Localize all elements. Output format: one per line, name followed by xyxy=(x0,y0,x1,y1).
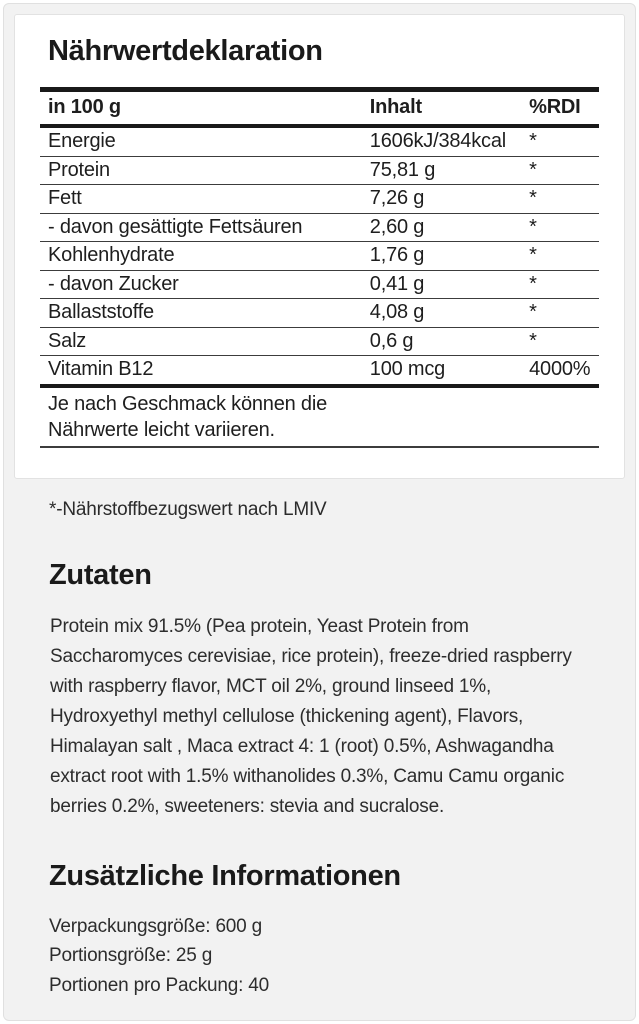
nutrition-table xyxy=(40,87,599,448)
nutrient-rdi: 4000% xyxy=(529,358,591,380)
nutrition-declaration-card xyxy=(14,14,625,479)
nutrient-rdi: * xyxy=(529,244,537,266)
additional-info-lines xyxy=(49,912,635,1001)
nutrient-value: 2,60 g xyxy=(369,215,425,238)
nutrient-row xyxy=(40,156,599,185)
col-header-per-100g: in 100 g xyxy=(48,96,121,118)
nutrient-value: 4,08 g xyxy=(369,301,425,323)
nutrient-name: - davon gesättigte Fettsäuren xyxy=(48,215,303,238)
nutrient-row xyxy=(40,327,599,356)
nutrient-name: Fett xyxy=(48,187,82,209)
nutrition-note: Je nach Geschmack können die Nährwerte leicht variieren. xyxy=(48,392,328,441)
nutrient-row xyxy=(40,270,599,299)
info-line: Verpackungsgröße: 600 g xyxy=(49,915,262,937)
nutrient-row xyxy=(40,356,599,386)
nutrient-value: 100 mcg xyxy=(369,358,446,380)
nutrient-row xyxy=(40,299,599,328)
nutrient-row xyxy=(40,242,599,271)
nutrient-row xyxy=(40,213,599,242)
rdi-footnote: *-Nährstoffbezugswert nach LMIV xyxy=(49,498,327,520)
nutrient-value: 1606kJ/384kcal xyxy=(369,130,506,152)
nutrient-name: Kohlenhydrate xyxy=(48,244,175,266)
nutrient-rdi: * xyxy=(529,215,537,238)
info-line: Portionsgröße: 25 g xyxy=(49,945,213,966)
nutrition-table-body xyxy=(40,126,599,386)
nutrient-name: Protein xyxy=(48,158,110,181)
nutrient-value: 1,76 g xyxy=(369,244,425,266)
nutrient-name: Ballaststoffe xyxy=(48,301,154,323)
nutrient-rdi: * xyxy=(529,187,537,209)
nutrient-rdi: * xyxy=(529,272,537,295)
product-info-panel xyxy=(3,3,636,1021)
nutrient-rdi: * xyxy=(529,301,537,323)
nutrient-rdi: * xyxy=(529,130,537,152)
col-header-content: Inhalt xyxy=(369,96,422,118)
nutrition-title: Nährwertdeklaration xyxy=(48,35,323,67)
nutrient-value: 75,81 g xyxy=(369,158,436,181)
nutrient-row xyxy=(40,185,599,214)
nutrient-row xyxy=(40,126,599,156)
info-line: Portionen pro Packung: 40 xyxy=(49,974,269,996)
col-header-rdi: %RDI xyxy=(529,96,581,118)
ingredients-text: Protein mix 91.5% (Pea protein, Yeast Protein from Saccharomyces cerevisiae, rice protein), freeze-dried raspberry with raspberry flavor, MCT oil 2%, ground linseed 1%, Hydroxyethyl methyl cellulose (thickening agent), Flavors, Himalayan salt , Maca extract 4: 1 (root) 0.5%, Ashwagandha extract root with 1.5% withanolides 0.3%, Camu Camu organic berries 0.2%, sweeteners: stevia and sucralose. xyxy=(50,615,572,817)
additional-info-title: Zusätzliche Informationen xyxy=(49,859,401,892)
nutrient-value: 7,26 g xyxy=(369,187,425,209)
nutrient-name: Energie xyxy=(48,130,116,152)
nutrition-table-header-row xyxy=(40,90,599,127)
nutrient-rdi: * xyxy=(529,329,537,352)
nutrient-rdi: * xyxy=(529,158,537,181)
nutrient-name: Salz xyxy=(48,329,87,352)
nutrient-name: Vitamin B12 xyxy=(48,358,154,380)
nutrition-note-row xyxy=(40,386,599,447)
nutrient-name: - davon Zucker xyxy=(48,272,179,295)
nutrient-value: 0,41 g xyxy=(369,272,425,295)
ingredients-title: Zutaten xyxy=(49,558,152,591)
nutrient-value: 0,6 g xyxy=(369,329,414,352)
